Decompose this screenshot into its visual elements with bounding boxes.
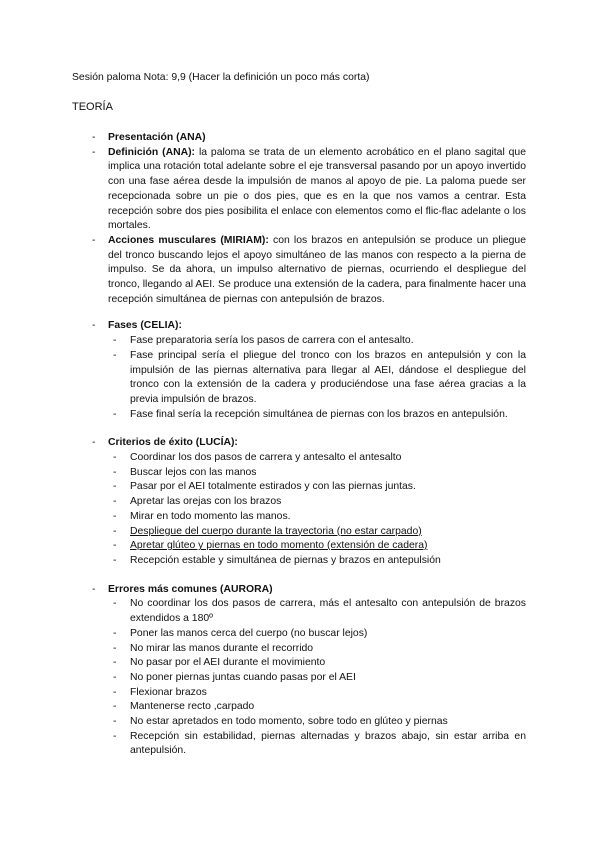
bullet-dash: - bbox=[113, 671, 117, 683]
subitem-text: No poner piernas juntas cuando pasas por el AEI bbox=[130, 671, 356, 683]
errores-subitem bbox=[113, 656, 526, 671]
item-label: Acciones musculares (MIRIAM): bbox=[108, 234, 269, 246]
criterios-subitem bbox=[113, 525, 526, 540]
errores-sublist-wrap bbox=[92, 597, 526, 759]
errores-subitem bbox=[113, 642, 526, 657]
item-label: Fases (CELIA): bbox=[108, 320, 182, 332]
subitem-text: Recepción estable y simultánea de piernas y brazos en antepulsión bbox=[130, 554, 441, 566]
item-label: Definición (ANA): bbox=[108, 146, 196, 158]
subitem-text: Flexionar brazos bbox=[130, 686, 207, 698]
item-text: con los brazos en antepulsión se produce un pliegue del tronco buscando lejos el apoyo simultáneo de las manos con respecto a la pierna de impulso. Se da ahora, un impulso alternativo de piernas, ocurriendo el despliegue del tronco, llegando al AEI. Se produce una extensión de la cadera, para finalmente hacer una recepción simultánea de piernas con antepulsión de brazos. bbox=[108, 234, 526, 305]
errores-sublist bbox=[92, 597, 526, 759]
bullet-dash: - bbox=[113, 525, 117, 537]
criterios-subitem bbox=[113, 466, 526, 481]
errores-subitem bbox=[113, 627, 526, 642]
bullet-dash: - bbox=[113, 642, 117, 654]
criterios-subitem bbox=[113, 451, 526, 466]
errores-subitem bbox=[113, 671, 526, 686]
bullet-dash: - bbox=[92, 320, 96, 332]
list-item-presentacion bbox=[92, 131, 526, 146]
bullet-dash: - bbox=[113, 701, 117, 713]
criterios-subitem bbox=[113, 480, 526, 495]
bullet-dash: - bbox=[113, 349, 117, 361]
subitem-text: Mantenerse recto ,carpado bbox=[130, 701, 255, 713]
subitem-text: Poner las manos cerca del cuerpo (no buscar lejos) bbox=[130, 627, 368, 639]
subitem-text: Despliegue del cuerpo durante la trayectoria (no estar carpado) bbox=[130, 525, 422, 537]
list-item-fases bbox=[92, 319, 526, 334]
theory-list bbox=[92, 131, 526, 759]
criterios-sublist-wrap bbox=[92, 451, 526, 569]
bullet-dash: - bbox=[113, 730, 117, 742]
bullet-dash: - bbox=[113, 716, 117, 728]
subitem-text: Fase final sería la recepción simultánea de piernas con los brazos en antepulsión. bbox=[130, 408, 508, 420]
errores-subitem bbox=[113, 700, 526, 715]
subitem-text: Fase principal sería el pliegue del tronco con los brazos en antepulsión y con la impulsión de las piernas alternativa para llegar al AEI, dándose el despliegue del tronco con la extensión de la cadera y produciéndose una fase aérea gracias a la previa impulsión de brazos. bbox=[130, 349, 526, 405]
bullet-dash: - bbox=[113, 598, 117, 610]
bullet-dash: - bbox=[92, 234, 96, 246]
bullet-dash: - bbox=[113, 481, 117, 493]
errores-subitem bbox=[113, 597, 526, 626]
item-text: la paloma se trata de un elemento acrobático en el plano sagital que implica una rotación total adelante sobre el eje transversal pasando por un apoyo invertido con una fase aérea desde la impulsión de manos al apoyo de pie. La paloma puede ser recepcionada sobre un pie o dos pies, que es en la que nos vamos a centrar. Esta recepción sobre dos pies posibilita el enlace con elementos como el flic-flac adelante o los mortales. bbox=[108, 146, 526, 232]
bullet-dash: - bbox=[92, 437, 96, 449]
section-heading: TEORÍA bbox=[72, 101, 113, 113]
bullet-dash: - bbox=[113, 657, 117, 669]
subitem-text: Mirar en todo momento las manos. bbox=[130, 510, 291, 522]
item-label: Presentación (ANA) bbox=[108, 132, 206, 143]
bullet-dash: - bbox=[113, 554, 117, 566]
bullet-dash: - bbox=[113, 335, 117, 347]
item-label: Criterios de éxito (LUCÍA): bbox=[108, 437, 238, 449]
subitem-text: Fase preparatoria sería los pasos de carrera con el antesalto. bbox=[130, 335, 414, 347]
bullet-dash: - bbox=[113, 686, 117, 698]
fases-subitem bbox=[113, 334, 526, 349]
criterios-subitem bbox=[113, 554, 526, 569]
criterios-subitem bbox=[113, 495, 526, 510]
bullet-dash: - bbox=[113, 510, 117, 522]
fases-sublist-wrap bbox=[92, 334, 526, 422]
bullet-dash: - bbox=[113, 452, 117, 464]
errores-subitem bbox=[113, 715, 526, 730]
fases-sublist bbox=[92, 334, 526, 422]
bullet-dash: - bbox=[113, 540, 117, 552]
fases-subitem bbox=[113, 349, 526, 408]
bullet-dash: - bbox=[113, 627, 117, 639]
item-label: Errores más comunes (AURORA) bbox=[108, 583, 273, 595]
subitem-text: Recepción sin estabilidad, piernas alternadas y brazos abajo, sin estar arriba en antepulsión. bbox=[130, 730, 526, 757]
list-item-errores bbox=[92, 583, 526, 598]
document-title: Sesión paloma Nota: 9,9 (Hacer la definición un poco más corta) bbox=[72, 72, 370, 83]
subitem-text: Apretar glúteo y piernas en todo momento (extensión de cadera) bbox=[130, 540, 428, 552]
bullet-dash: - bbox=[113, 466, 117, 478]
subitem-text: Pasar por el AEI totalmente estirados y con las piernas juntas. bbox=[130, 481, 416, 493]
criterios-subitem bbox=[113, 539, 526, 554]
list-item-acciones bbox=[92, 234, 526, 308]
subitem-text: No pasar por el AEI durante el movimiento bbox=[130, 657, 326, 669]
subitem-text: Apretar las orejas con los brazos bbox=[130, 496, 282, 508]
bullet-dash: - bbox=[113, 408, 117, 420]
criterios-sublist bbox=[92, 451, 526, 569]
bullet-dash: - bbox=[92, 132, 96, 143]
subitem-text: Buscar lejos con las manos bbox=[130, 466, 257, 478]
subitem-text: Coordinar los dos pasos de carrera y antesalto el antesalto bbox=[130, 452, 402, 464]
subitem-text: No estar apretados en todo momento, sobre todo en glúteo y piernas bbox=[130, 716, 448, 728]
criterios-subitem bbox=[113, 510, 526, 525]
bullet-dash: - bbox=[113, 496, 117, 508]
subitem-text: No coordinar los dos pasos de carrera, más el antesalto con antepulsión de brazos extendidos a 180º bbox=[130, 598, 526, 625]
subitem-text: No mirar las manos durante el recorrido bbox=[130, 642, 314, 654]
fases-subitem bbox=[113, 408, 526, 423]
list-item-criterios bbox=[92, 436, 526, 451]
errores-subitem bbox=[113, 686, 526, 701]
list-item-definicion bbox=[92, 146, 526, 234]
errores-subitem bbox=[113, 730, 526, 759]
bullet-dash: - bbox=[92, 583, 96, 595]
bullet-dash: - bbox=[92, 146, 96, 158]
